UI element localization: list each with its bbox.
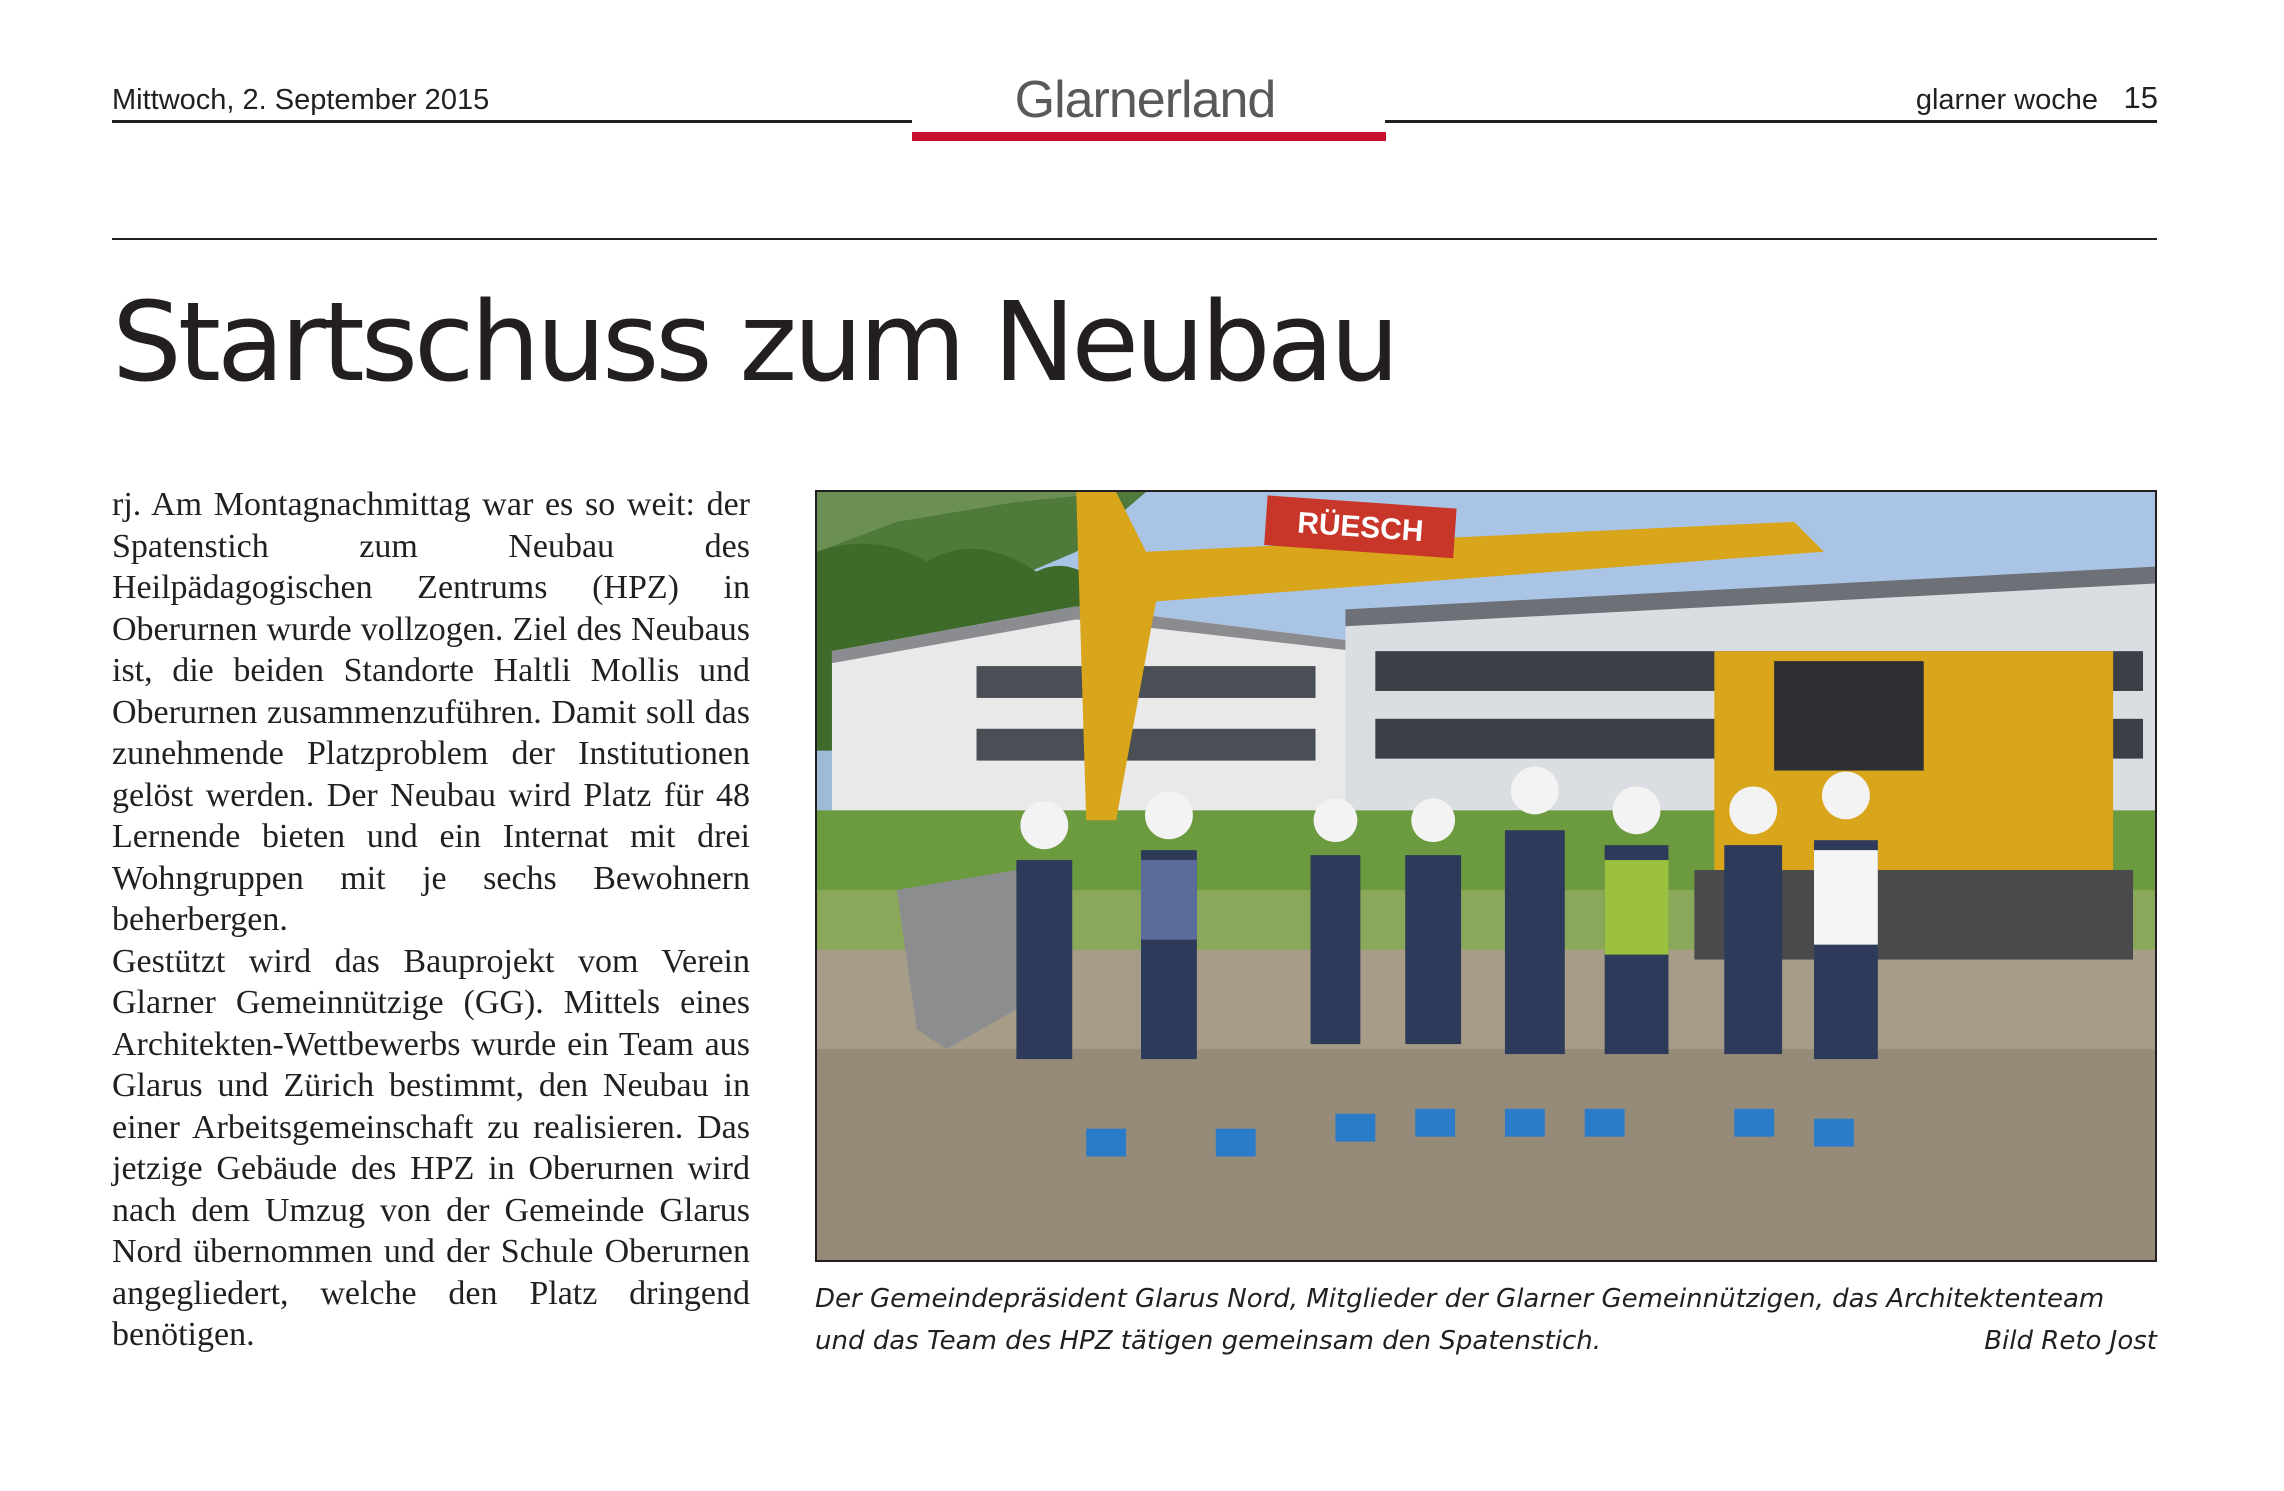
publication-name: glarner woche — [1915, 84, 2098, 116]
photo-caption-block — [815, 1278, 2157, 1362]
article-body — [112, 484, 750, 1356]
photo-caption: Der Gemeindepräsident Glarus Nord, Mitglieder der Glarner Gemeinnützigen, das Architektenteam und das Team des HPZ tätigen gemeinsam den Spatenstich. — [815, 1284, 2105, 1356]
excavator-brand-label: RÜESCH — [1296, 506, 1425, 549]
page-number: 15 — [2123, 80, 2158, 115]
article-photo — [815, 490, 2157, 1262]
photo-credit: Bild Reto Jost — [1984, 1326, 2157, 1356]
section-title: Glarnerland — [1014, 71, 1276, 129]
article-top-rule — [112, 238, 2157, 240]
groundbreaking-photo — [817, 492, 2155, 1260]
section-accent-bar — [912, 132, 1386, 141]
article-headline: Startschuss zum Neubau — [112, 278, 1396, 406]
header-rule-right — [1385, 120, 2157, 123]
article-paragraph: rj. Am Montagnachmittag war es so weit: der Spatenstich zum Neubau des Heilpädagogischen Zentrums (HPZ) in Oberurnen wurde vollzogen. Ziel des Neubaus ist, die beiden Standorte Haltli Mollis und Oberurnen zusammenzuführen. Damit soll das zunehmende Platzproblem der Institutionen gelöst werden. Der Neubau wird Platz für 48 Lernende bieten und ein Internat mit drei Wohngruppen mit je sechs Bewohnern beherbergen. — [112, 486, 750, 938]
header-date: Mittwoch, 2. September 2015 — [112, 84, 490, 116]
header-rule-left — [112, 120, 912, 123]
article-paragraph: Gestützt wird das Bauprojekt vom Verein Glarner Gemeinnützige (GG). Mittels eines Architekten-Wettbewerbs wurde ein Team aus Glarus und Zürich bestimmt, den Neubau in einer Arbeitsgemeinschaft zu realisieren. Das jetzige Gebäude des HPZ in Oberurnen wird nach dem Umzug von der Gemeinde Glarus Nord übernommen und der Schule Oberurnen angegliedert, welche den Platz dringend benötigen. — [112, 942, 750, 1353]
